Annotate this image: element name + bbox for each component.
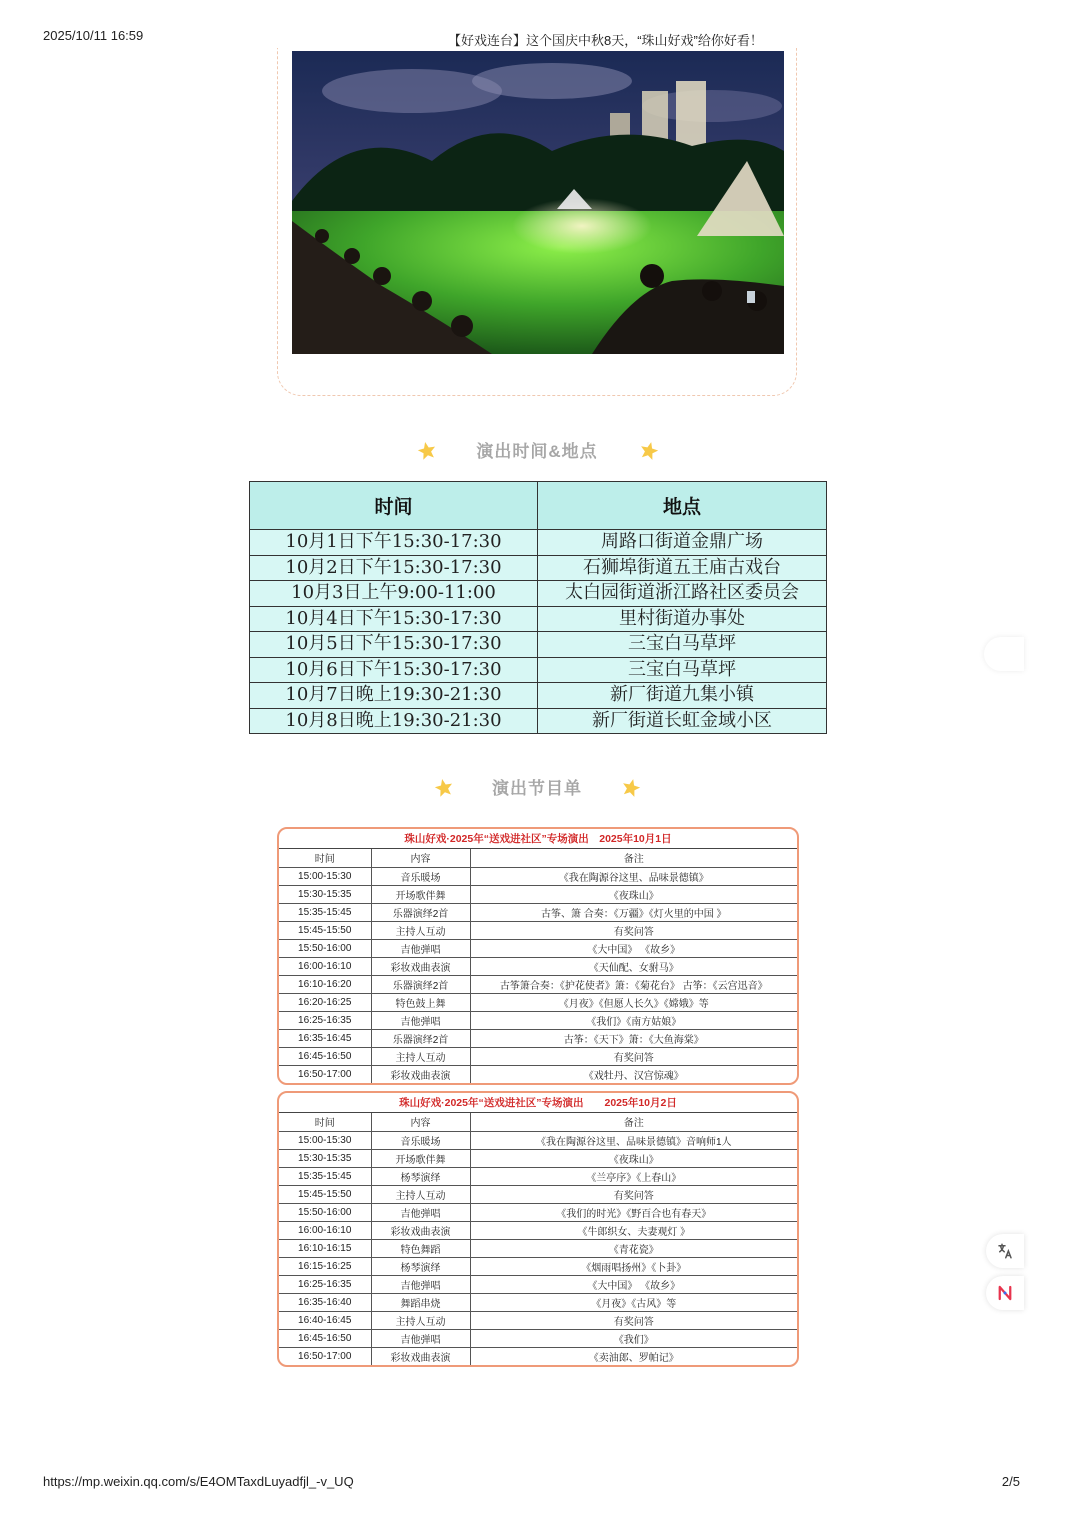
program-content: 杨琴演绎 [371, 1167, 470, 1185]
program-day1-title: 珠山好戏·2025年“送戏进社区”专场演出 2025年10月1日 [279, 829, 797, 849]
column-header-content: 内容 [371, 1113, 470, 1131]
program-time: 15:00-15:30 [279, 1131, 371, 1149]
table-row [279, 1311, 797, 1329]
program-time: 15:00-15:30 [279, 867, 371, 885]
program-notes: 有奖问答 [470, 1047, 797, 1065]
print-article-title: 【好戏连台】这个国庆中秋8天，“珠山好戏”给你好看！ [448, 33, 763, 48]
program-day2-box [277, 1091, 799, 1367]
program-day2-table [279, 1113, 797, 1365]
program-notes: 《卖油郎、罗帕记》 [470, 1347, 797, 1365]
program-content: 主持人互动 [371, 1311, 470, 1329]
column-header-notes: 备注 [470, 849, 797, 867]
schedule-location: 里村街道办事处 [538, 606, 827, 632]
section-schedule-header [0, 437, 1074, 467]
program-notes: 《戏牡丹、汉宫惊魂》 [470, 1065, 797, 1083]
program-notes: 《我们》《南方姑娘》 [470, 1011, 797, 1029]
table-row [279, 939, 797, 957]
schedule-time: 10月5日下午15:30-17:30 [250, 632, 538, 658]
program-content: 乐器演绎2首 [371, 1029, 470, 1047]
schedule-time: 10月6日下午15:30-17:30 [250, 657, 538, 683]
table-row [250, 530, 827, 556]
table-row [279, 903, 797, 921]
venue-schedule-table [249, 481, 827, 734]
column-header-time: 时间 [250, 482, 538, 530]
program-notes: 《兰亭序》《上春山》 [470, 1167, 797, 1185]
program-time: 16:40-16:45 [279, 1311, 371, 1329]
program-content: 主持人互动 [371, 921, 470, 939]
program-time: 15:45-15:50 [279, 921, 371, 939]
program-content: 吉他弹唱 [371, 1203, 470, 1221]
schedule-location: 新厂街道长虹金域小区 [538, 708, 827, 734]
table-row [279, 1185, 797, 1203]
program-notes: 《天仙配、女驸马》 [470, 957, 797, 975]
program-time: 16:10-16:20 [279, 975, 371, 993]
table-row [250, 606, 827, 632]
program-content: 彩妆戏曲表演 [371, 1221, 470, 1239]
program-time: 15:30-15:35 [279, 1149, 371, 1167]
column-header-notes: 备注 [470, 1113, 797, 1131]
table-row [250, 708, 827, 734]
column-header-content: 内容 [371, 849, 470, 867]
table-row [279, 1167, 797, 1185]
program-time: 16:35-16:45 [279, 1029, 371, 1047]
program-time: 16:45-16:50 [279, 1047, 371, 1065]
program-content: 音乐暖场 [371, 867, 470, 885]
program-content: 吉他弹唱 [371, 939, 470, 957]
program-time: 16:20-16:25 [279, 993, 371, 1011]
table-row [279, 1221, 797, 1239]
table-row [279, 975, 797, 993]
program-day1-box [277, 827, 799, 1085]
table-row [279, 1029, 797, 1047]
program-content: 舞蹈串烧 [371, 1293, 470, 1311]
program-notes: 有奖问答 [470, 1185, 797, 1203]
translate-button[interactable] [986, 1234, 1024, 1268]
program-content: 彩妆戏曲表演 [371, 1347, 470, 1365]
table-row [279, 1203, 797, 1221]
program-time: 15:45-15:50 [279, 1185, 371, 1203]
program-time: 15:50-16:00 [279, 1203, 371, 1221]
star-icon [620, 777, 642, 799]
program-content: 主持人互动 [371, 1047, 470, 1065]
table-row [250, 555, 827, 581]
program-content: 开场歌伴舞 [371, 1149, 470, 1167]
section-program-header [0, 774, 1074, 804]
program-notes: 《青花瓷》 [470, 1239, 797, 1257]
program-content: 彩妆戏曲表演 [371, 1065, 470, 1083]
table-row [279, 1293, 797, 1311]
assistant-icon [996, 1284, 1014, 1302]
program-time: 15:35-15:45 [279, 1167, 371, 1185]
program-notes: 《大中国》 《故乡》 [470, 1275, 797, 1293]
print-footer [43, 1474, 1031, 1492]
program-time: 15:30-15:35 [279, 885, 371, 903]
program-content: 音乐暖场 [371, 1131, 470, 1149]
program-content: 吉他弹唱 [371, 1011, 470, 1029]
schedule-location: 新厂街道九集小镇 [538, 683, 827, 709]
program-content: 特色舞蹈 [371, 1239, 470, 1257]
program-content: 乐器演绎2首 [371, 903, 470, 921]
schedule-time: 10月2日下午15:30-17:30 [250, 555, 538, 581]
program-notes: 《牛郎织女、夫妻观灯 》 [470, 1221, 797, 1239]
program-content: 吉他弹唱 [371, 1275, 470, 1293]
program-notes: 《月夜》《但愿人长久》《嫦娥》等 [470, 993, 797, 1011]
program-time: 16:15-16:25 [279, 1257, 371, 1275]
program-notes: 有奖问答 [470, 921, 797, 939]
side-floating-tab[interactable] [984, 637, 1024, 671]
column-header-time: 时间 [279, 849, 371, 867]
column-header-location: 地点 [538, 482, 827, 530]
program-notes: 《夜珠山》 [470, 885, 797, 903]
program-content: 彩妆戏曲表演 [371, 957, 470, 975]
program-notes: 《我们》 [470, 1329, 797, 1347]
print-url: https://mp.weixin.qq.com/s/E4OMTaxdLuyadfjl_-v_UQ [43, 1474, 354, 1489]
program-content: 杨琴演绎 [371, 1257, 470, 1275]
table-row [279, 1275, 797, 1293]
print-datetime: 2025/10/11 16:59 [43, 28, 144, 43]
table-row [279, 1011, 797, 1029]
program-notes: 有奖问答 [470, 1311, 797, 1329]
table-row [279, 1047, 797, 1065]
outdoor-performance-photo [292, 51, 784, 354]
program-time: 15:50-16:00 [279, 939, 371, 957]
program-time: 16:45-16:50 [279, 1329, 371, 1347]
program-notes: 古筝箫合奏：《护花使者》箫：《菊花台》 古筝：《云宫迅音》 [470, 975, 797, 993]
assistant-button[interactable] [986, 1276, 1024, 1310]
program-notes: 古筝：《天下》箫：《大鱼海棠》 [470, 1029, 797, 1047]
program-content: 开场歌伴舞 [371, 885, 470, 903]
program-time: 16:00-16:10 [279, 1221, 371, 1239]
print-header [43, 28, 1031, 48]
program-notes: 《我们的时光》《野百合也有春天》 [470, 1203, 797, 1221]
table-row [279, 1065, 797, 1083]
star-icon [433, 777, 455, 799]
section-schedule-title: 演出时间&地点 [476, 442, 598, 461]
table-row [279, 993, 797, 1011]
program-content: 特色鼓上舞 [371, 993, 470, 1011]
program-notes: 《烟雨唱扬州》《卜卦》 [470, 1257, 797, 1275]
program-notes: 《大中国》 《故乡》 [470, 939, 797, 957]
photo-card [277, 48, 797, 396]
table-row [250, 632, 827, 658]
schedule-time: 10月1日下午15:30-17:30 [250, 530, 538, 556]
program-time: 16:25-16:35 [279, 1275, 371, 1293]
table-row [279, 885, 797, 903]
table-row [279, 1329, 797, 1347]
table-row [279, 867, 797, 885]
schedule-location: 石狮埠街道五王庙古戏台 [538, 555, 827, 581]
program-notes: 《我在陶源谷这里、品味景德镇》音响师1人 [470, 1131, 797, 1149]
program-time: 16:35-16:40 [279, 1293, 371, 1311]
star-icon [416, 440, 438, 462]
table-row [250, 683, 827, 709]
program-time: 16:50-17:00 [279, 1347, 371, 1365]
program-time: 16:10-16:15 [279, 1239, 371, 1257]
table-row [279, 1239, 797, 1257]
table-row [279, 921, 797, 939]
page-number: 2/5 [1001, 1474, 1020, 1489]
program-content: 吉他弹唱 [371, 1329, 470, 1347]
program-content: 主持人互动 [371, 1185, 470, 1203]
section-program-title: 演出节目单 [492, 779, 582, 798]
schedule-location: 三宝白马草坪 [538, 657, 827, 683]
program-content: 乐器演绎2首 [371, 975, 470, 993]
program-notes: 《月夜》《古风》等 [470, 1293, 797, 1311]
schedule-time: 10月4日下午15:30-17:30 [250, 606, 538, 632]
schedule-location: 周路口街道金鼎广场 [538, 530, 827, 556]
table-row [279, 1347, 797, 1365]
schedule-time: 10月7日晚上19:30-21:30 [250, 683, 538, 709]
star-icon [638, 440, 660, 462]
schedule-time: 10月3日上午9:00-11:00 [250, 581, 538, 607]
table-row [279, 1149, 797, 1167]
schedule-location: 太白园街道浙江路社区委员会 [538, 581, 827, 607]
table-row [250, 581, 827, 607]
table-row [279, 1131, 797, 1149]
program-time: 15:35-15:45 [279, 903, 371, 921]
table-row [279, 1257, 797, 1275]
schedule-location: 三宝白马草坪 [538, 632, 827, 658]
program-notes: 《我在陶源谷这里、品味景德镇》 [470, 867, 797, 885]
program-day2-title: 珠山好戏·2025年“送戏进社区”专场演出 2025年10月2日 [279, 1093, 797, 1113]
table-row [279, 957, 797, 975]
table-row [250, 657, 827, 683]
program-time: 16:25-16:35 [279, 1011, 371, 1029]
program-day1-table [279, 849, 797, 1083]
program-time: 16:00-16:10 [279, 957, 371, 975]
column-header-time: 时间 [279, 1113, 371, 1131]
program-notes: 《夜珠山》 [470, 1149, 797, 1167]
program-notes: 古筝、箫 合奏：《万疆》《灯火里的中国 》 [470, 903, 797, 921]
schedule-time: 10月8日晚上19:30-21:30 [250, 708, 538, 734]
program-time: 16:50-17:00 [279, 1065, 371, 1083]
translate-icon [996, 1242, 1014, 1260]
